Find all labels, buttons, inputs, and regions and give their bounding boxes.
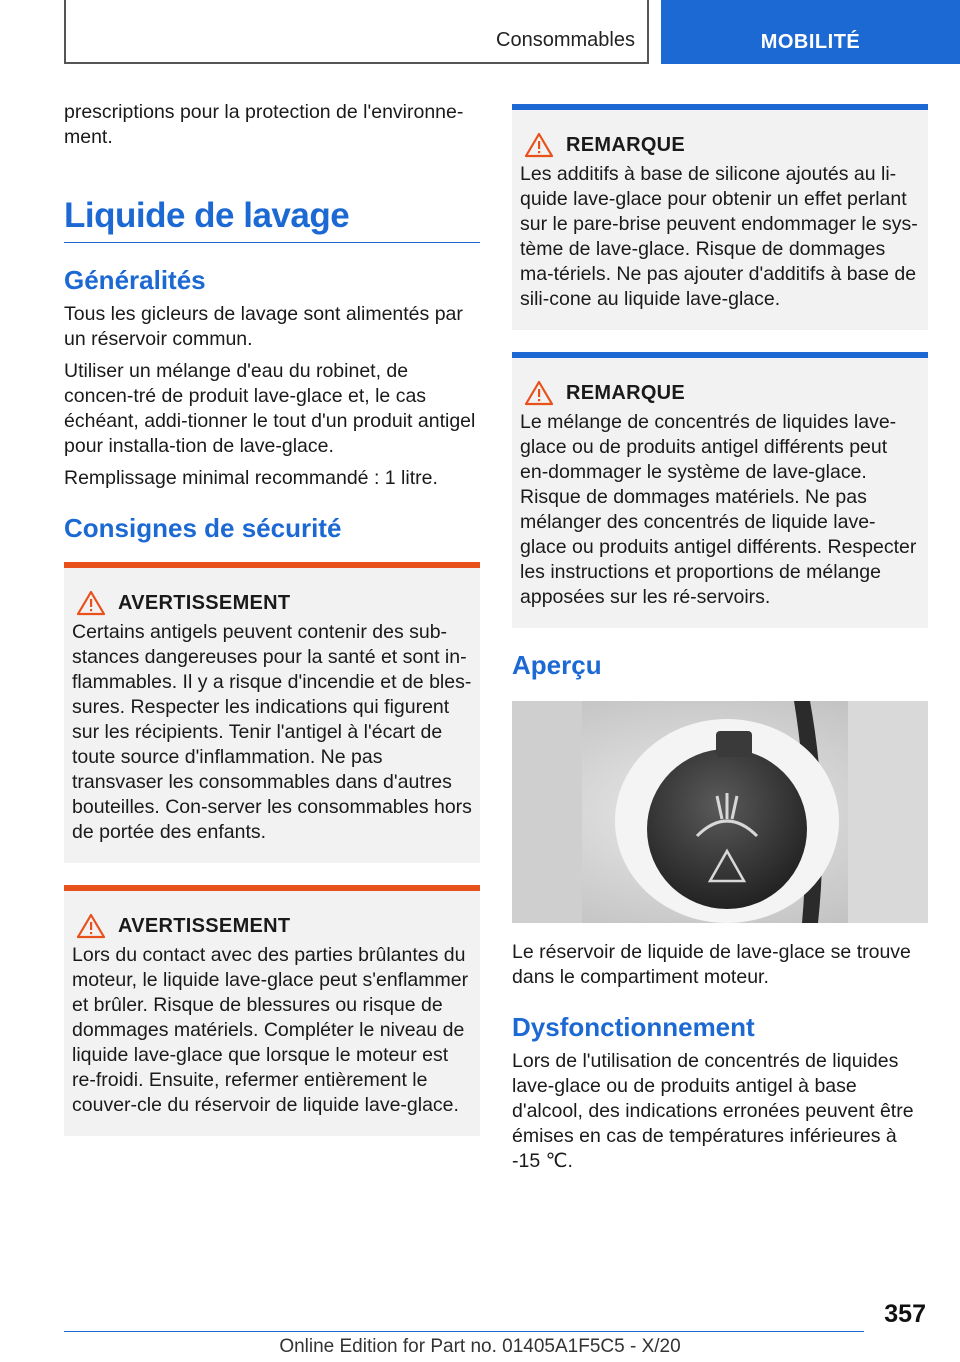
note-box-1 [512,104,928,330]
warning-triangle-icon [76,913,106,939]
note-text-2: Le mélange de concentrés de liquides lave-glace ou de produits antigel différents peut en-dommager le système de lave-glace. Risque de dommages matériels. Ne pas mélanger des concentrés de liquide lave-glace ou produits antigel différents. Respecter les instructions et proportions de mélange apposées sur les ré-servoirs. [520,411,917,608]
malfunction-heading: Dysfonctionnement [512,1012,755,1042]
footer-divider [64,1331,864,1332]
warning-title-1: AVERTISSEMENT [118,591,291,614]
warning-box-2 [64,885,480,1136]
note-box-2 [512,352,928,628]
warning-box-1 [64,562,480,863]
header-section-label: Consommables [496,29,635,51]
overview-heading: Aperçu [512,650,602,680]
warning-title-2: AVERTISSEMENT [118,914,291,937]
section-title: Liquide de lavage [64,196,480,243]
warning-triangle-icon [76,590,106,616]
warning-triangle-icon [524,380,554,406]
header-chapter-tab [661,0,960,64]
warning-triangle-icon [524,132,554,158]
page-number: 357 [884,1300,926,1328]
warning-text-2: Lors du contact avec des parties brûlantes du moteur, le liquide lave-glace peut s'enflammer et brûler. Risque de blessures ou risque de dommages matériels. Compléter le niveau de liquide lave-glace que lorsque le moteur est re-froidi. Ensuite, refermer entièrement le couver-cle du réservoir de liquide lave-glace. [72,944,469,1116]
note-text-1: Les additifs à base de silicone ajoutés au li-quide lave-glace pour obtenir un effet perlant sur le pare-brise peuvent endommager le sys-tème de lave-glace. Risque de dommages ma-tériels. Ne pas ajouter d'additifs à base de sili-cone au liquide lave-glace. [520,163,918,310]
left-column [64,100,480,1158]
general-paragraph-3: Remplissage minimal recommandé : 1 litre. [64,467,438,489]
header-section-tab [64,0,649,64]
general-heading: Généralités [64,265,206,295]
right-column [512,98,928,1181]
note-title-2: REMARQUE [566,381,686,404]
header-chapter-label: MOBILITÉ [760,31,861,53]
overview-text: Le réservoir de liquide de lave-glace se trouve dans le compartiment moteur. [512,941,911,988]
footer-edition: Online Edition for Part no. 01405A1F5C5 - X/20 [279,1336,681,1357]
warning-text-1: Certains antigels peuvent contenir des sub-stances dangereuses pour la santé et sont in-flammables. Il y a risque d'incendie et de bles-sures. Respecter les indications qui figurent sur les récipients. Tenir l'antigel à l'écart de toute source d'inflammation. Ne pas transvaser les consommables dans d'autres bouteilles. Con-server les consommables hors de portée des enfants. [72,621,472,843]
safety-heading: Consignes de sécurité [64,513,342,543]
general-paragraph-2: Utiliser un mélange d'eau du robinet, de concen-tré de produit lave-glace et, le cas échéant, addi-tionner le tout d'un produit antigel pour installa-tion de lave-glace. [64,360,476,457]
intro-paragraph: prescriptions pour la protection de l'environne-ment. [64,101,464,148]
general-paragraph-1: Tous les gicleurs de lavage sont alimentés par un réservoir commun. [64,303,463,350]
malfunction-text: Lors de l'utilisation de concentrés de liquides lave-glace ou de produits antigel à base d'alcool, des indications erronées peuvent être émises en cas de températures inférieures à -15 ℃. [512,1050,914,1172]
note-title-1: REMARQUE [566,133,686,156]
washer-reservoir-cap-photo [512,701,928,923]
